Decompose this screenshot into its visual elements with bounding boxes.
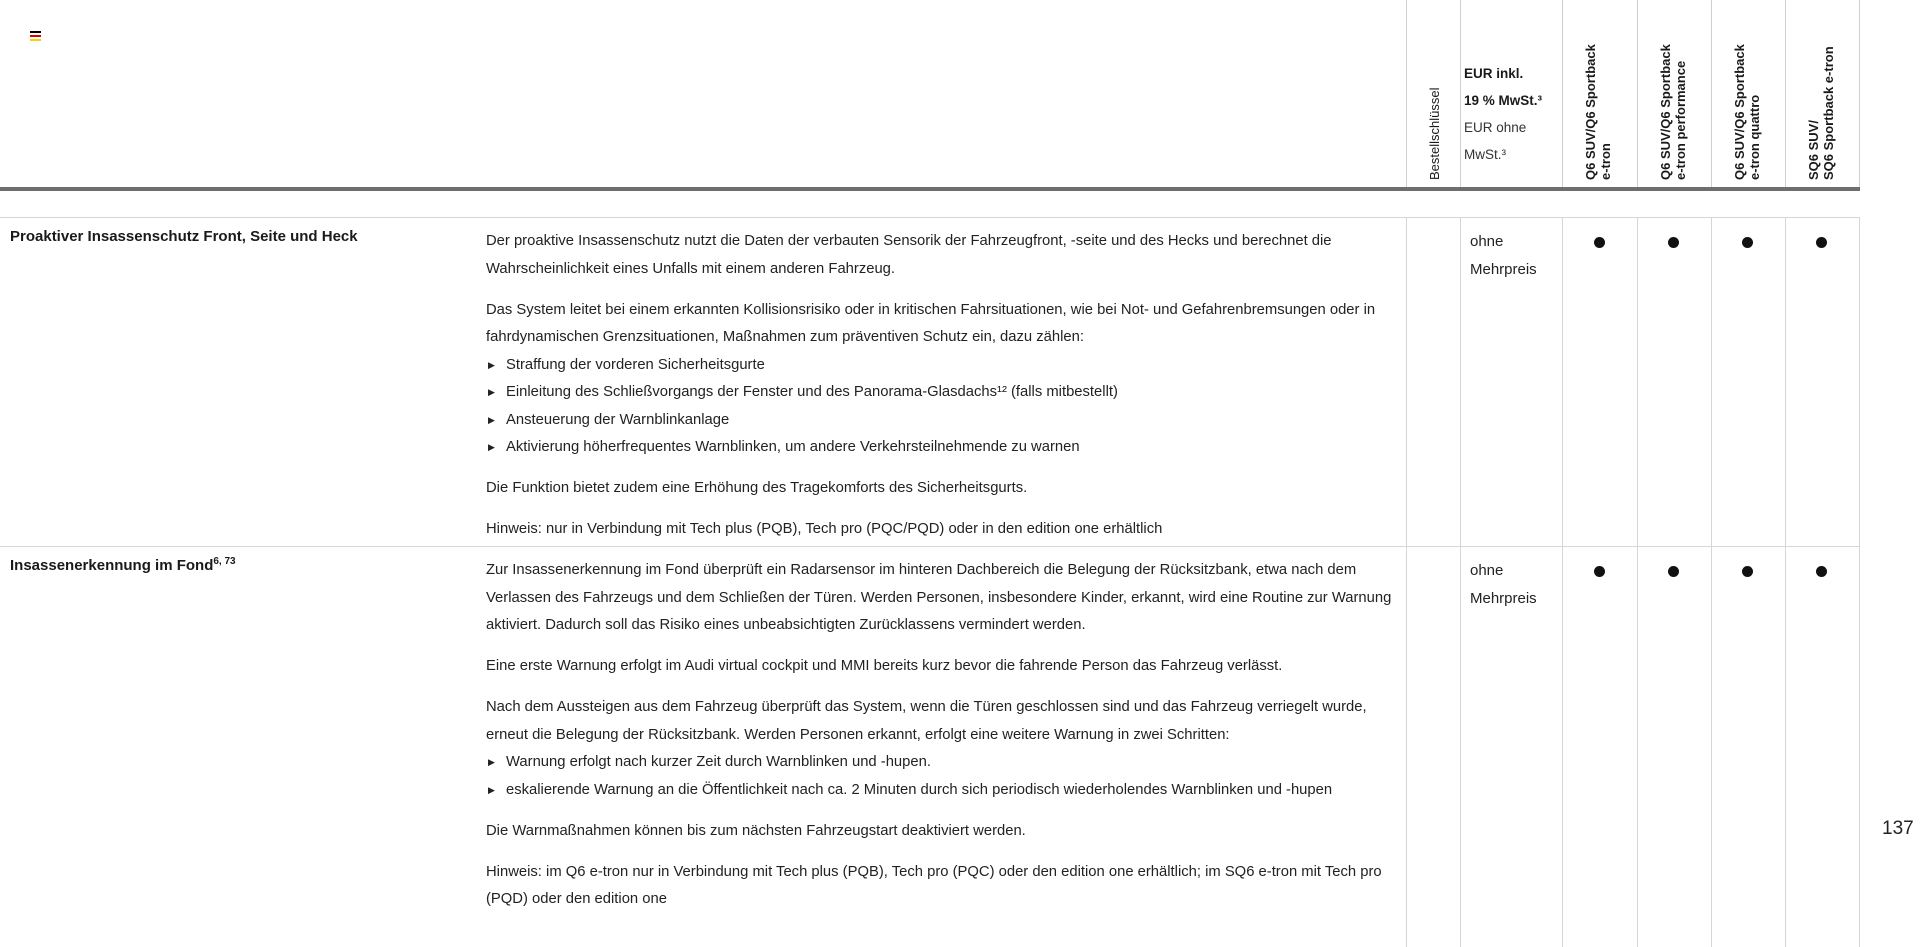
bullet-list [486, 749, 1396, 804]
page-number: 137 [1882, 818, 1914, 839]
standard-equipment-dot-icon [1742, 566, 1753, 577]
header-model-1-label: Q6 SUV/Q6 Sportback e-tron [1583, 44, 1613, 180]
standard-equipment-dot-icon [1594, 566, 1605, 577]
bullet-list [486, 352, 1396, 462]
table-row [0, 218, 1860, 545]
row-title: Insassenerkennung im Fond$^{6, 73}$ [10, 556, 236, 574]
standard-equipment-dot-icon [1742, 237, 1753, 248]
header-order-key [1406, 0, 1460, 187]
list-item: ▶ Aktivierung höherfrequentes Warnblinken, um andere Verkehrsteilnehmende zu warnen [486, 434, 1396, 462]
standard-equipment-dot-icon [1816, 566, 1827, 577]
paragraph: Das System leitet bei einem erkannten Kollisionsrisiko oder in kritischen Fahrsituationen, wie bei Not- und Gefahrenbremsungen oder in fahrdynamischen Grenzsituationen, Maßnahmen zum präventiven Schutz ein, dazu zählen: [486, 301, 1376, 345]
header-model-3 [1711, 0, 1785, 187]
list-item: ▶ Warnung erfolgt nach kurzer Zeit durch Warnblinken und -hupen. [486, 749, 1396, 777]
row-price: ohne Mehrpreis [1470, 562, 1537, 607]
row-price: ohne Mehrpreis [1470, 233, 1537, 278]
list-item: ▶ Ansteuerung der Warnblinkanlage [486, 407, 1396, 435]
list-item: ▶ Einleitung des Schließvorgangs der Fenster und des Panorama-Glasdachs¹² (falls mitbestellt) [486, 379, 1396, 407]
paragraph: Zur Insassenerkennung im Fond überprüft ein Radarsensor im hinteren Dachbereich die Belegung der Rücksitzbank, etwa nach dem Verlassen des Fahrzeugs und dem Schließen der Türen. Werden Personen, insbesondere Kinder, erkannt, wird eine Routine zur Warnung aktiviert. Dadurch soll das Risiko eines unbeabsichtigten Zurücklassens vermindert werden. [486, 562, 1392, 633]
header-price-label: EUR inkl. 19 % MwSt.³ EUR ohne MwSt.³ [1464, 66, 1543, 162]
header-model-2 [1637, 0, 1711, 187]
paragraph: Die Funktion bietet zudem eine Erhöhung des Tragekomforts des Sicherheitsgurts. [486, 480, 1028, 496]
header-model-1 [1562, 0, 1637, 187]
list-item: ▶ Straffung der vorderen Sicherheitsgurte [486, 352, 1396, 380]
standard-equipment-dot-icon [1668, 566, 1679, 577]
paragraph: Nach dem Aussteigen aus dem Fahrzeug überprüft das System, wenn die Türen geschlossen sind und das Fahrzeug verriegelt wurde, erneut die Belegung der Rücksitzbank. Werden Personen erkannt, erfolgt eine weitere Warnung in zwei Schritten: [486, 699, 1367, 743]
paragraph: Hinweis: im Q6 e-tron nur in Verbindung mit Tech plus (PQB), Tech pro (PQC) oder den edition one erhältlich; im SQ6 e-tron mit Tech pro (PQD) oder den edition one [486, 863, 1382, 907]
header-model-4 [1785, 0, 1860, 187]
standard-equipment-dot-icon [1668, 237, 1679, 248]
header-model-4-label: SQ6 SUV/ SQ6 Sportback e-tron [1806, 46, 1836, 180]
paragraph: Hinweis: nur in Verbindung mit Tech plus (PQB), Tech pro (PQC/PQD) oder in den edition one erhältlich [486, 521, 1163, 537]
list-item: ▶ eskalierende Warnung an die Öffentlichkeit nach ca. 2 Minuten durch sich periodisch wiederholendes Warnblinken und -hupen [486, 777, 1396, 805]
row-description [486, 557, 1396, 927]
header-model-3-label: Q6 SUV/Q6 Sportback e-tron quattro [1732, 44, 1762, 180]
standard-equipment-dot-icon [1816, 237, 1827, 248]
row-description [486, 228, 1396, 557]
language-flag-icon[interactable] [30, 31, 41, 42]
table-row [0, 547, 1860, 947]
paragraph: Die Warnmaßnahmen können bis zum nächsten Fahrzeugstart deaktiviert werden. [486, 822, 1026, 839]
paragraph: Eine erste Warnung erfolgt im Audi virtual cockpit und MMI bereits kurz bevor die fahrende Person das Fahrzeug verlässt. [486, 658, 1283, 674]
header-model-2-label: Q6 SUV/Q6 Sportback e-tron performance [1658, 44, 1688, 180]
standard-equipment-dot-icon [1594, 237, 1605, 248]
header-order-key-label: Bestellschlüssel [1427, 87, 1442, 180]
header-divider [0, 187, 1860, 191]
row-title: Proaktiver Insassenschutz Front, Seite und Heck [10, 228, 358, 245]
paragraph: Der proaktive Insassenschutz nutzt die Daten der verbauten Sensorik der Fahrzeugfront, -seite und des Hecks und berechnet die Wahrscheinlichkeit eines Unfalls mit einem anderen Fahrzeug. [486, 233, 1332, 277]
